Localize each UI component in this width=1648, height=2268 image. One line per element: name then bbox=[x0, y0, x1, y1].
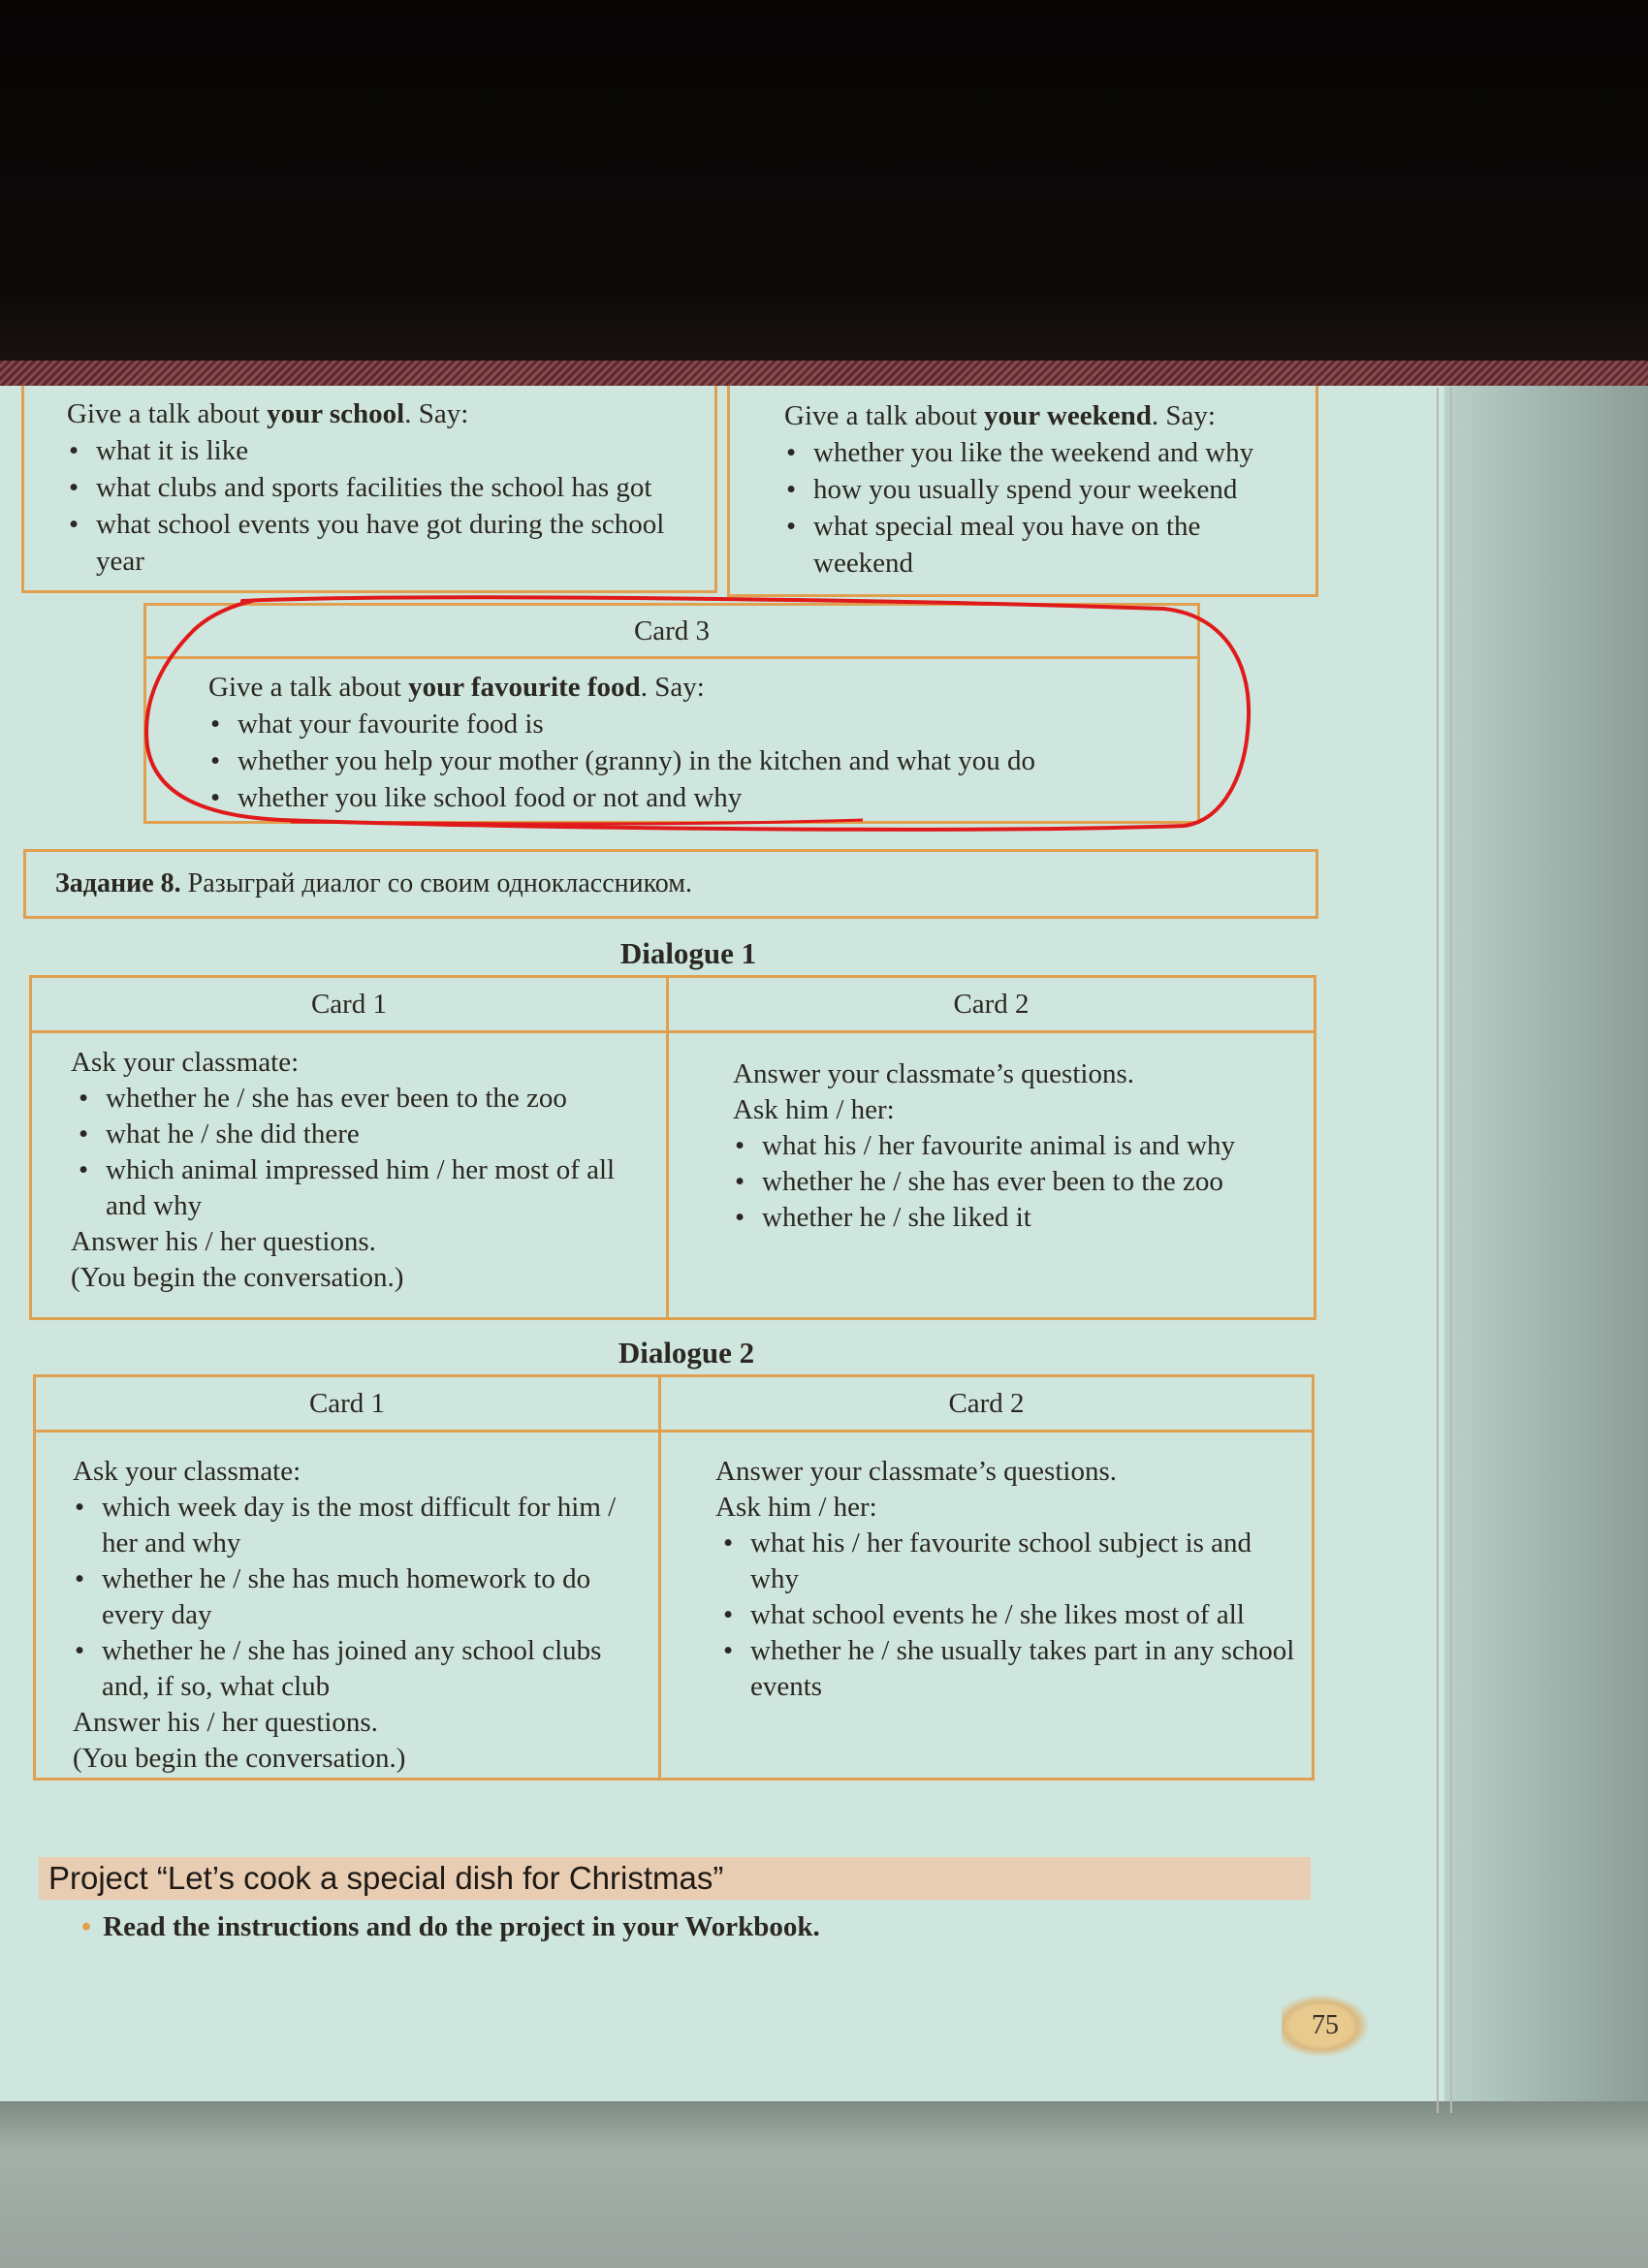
card-intro: Ask him / her: bbox=[715, 1492, 877, 1523]
project-instruction bbox=[81, 1911, 820, 1943]
card-intro: Ask your classmate: bbox=[71, 1047, 300, 1078]
dialogue-1-card-2-title: Card 2 bbox=[668, 977, 1315, 1032]
list-item: • whether you like school food or not and why bbox=[208, 779, 1197, 816]
dialogue-1-card-1-list bbox=[71, 1081, 665, 1224]
project-title-bar: Project “Let’s cook a special dish for Christmas” bbox=[39, 1857, 1311, 1900]
dialogue-2-card-1 bbox=[35, 1432, 660, 1780]
list-item: • what your favourite food is bbox=[208, 706, 1197, 742]
dialogue-2-card-2 bbox=[660, 1432, 1314, 1780]
dialogue-2-card-2-list bbox=[715, 1526, 1311, 1705]
card-outro: Answer his / her questions. bbox=[73, 1707, 378, 1738]
card-3-title: Card 3 bbox=[146, 606, 1197, 659]
card-intro: Answer your classmate’s questions. bbox=[715, 1456, 1117, 1487]
card-outro: Answer his / her questions. bbox=[71, 1226, 376, 1257]
page-edge-line bbox=[1437, 388, 1439, 2113]
dialogue-2-card-1-list bbox=[73, 1490, 657, 1705]
card-intro: Answer your classmate’s questions. bbox=[733, 1058, 1134, 1089]
dialogue-2-table bbox=[33, 1374, 1315, 1780]
dialogue-1-card-2-list bbox=[733, 1128, 1313, 1236]
scan-top-dark-area bbox=[0, 0, 1648, 363]
card-3-intro: Give a talk about your favourite food. Say: bbox=[208, 672, 705, 703]
list-item: • what it is like bbox=[67, 432, 714, 469]
task-8 bbox=[23, 849, 1318, 919]
list-item: • whether he / she has joined any school clubs and, if so, what club bbox=[73, 1633, 625, 1705]
list-item: • whether he / she liked it bbox=[733, 1200, 1313, 1236]
list-item: • what school events you have got during the school year bbox=[67, 506, 678, 580]
dialogue-1-table bbox=[29, 975, 1316, 1320]
card-weekend-list bbox=[784, 434, 1315, 582]
list-item: • whether you help your mother (granny) in the kitchen and what you do bbox=[208, 742, 1197, 779]
list-item: • what his / her favourite school subject is and why bbox=[721, 1526, 1293, 1597]
list-item: • whether he / she usually takes part in any school events bbox=[721, 1633, 1303, 1705]
list-item: • what his / her favourite animal is and why bbox=[733, 1128, 1313, 1164]
list-item: • how you usually spend your weekend bbox=[784, 471, 1315, 508]
card-outro: (You begin the conversation.) bbox=[71, 1262, 404, 1293]
card-outro: (You begin the conversation.) bbox=[73, 1743, 406, 1774]
dialogue-2-title: Dialogue 2 bbox=[618, 1336, 755, 1370]
list-item: • what clubs and sports facilities the school has got bbox=[67, 469, 714, 506]
page-edge-stripe bbox=[0, 361, 1648, 389]
dialogue-2-card-1-title: Card 1 bbox=[35, 1376, 660, 1432]
list-item: • what special meal you have on the weekend bbox=[784, 508, 1279, 582]
task-8-label: Задание 8. bbox=[55, 868, 181, 898]
bullet-icon: • bbox=[81, 1911, 92, 1942]
list-item: • what school events he / she likes most of all bbox=[721, 1597, 1293, 1633]
list-item: • what he / she did there bbox=[77, 1117, 665, 1152]
card-weekend bbox=[727, 386, 1318, 597]
list-item: • which animal impressed him / her most of all and why bbox=[77, 1152, 658, 1224]
card-3 bbox=[143, 603, 1200, 824]
dialogue-1-title: Dialogue 1 bbox=[619, 936, 757, 970]
page-number: 75 bbox=[1282, 1995, 1369, 2057]
page-right-shadow bbox=[1444, 386, 1648, 2268]
list-item: • whether he / she has ever been to the zoo bbox=[733, 1164, 1313, 1200]
card-intro: Ask your classmate: bbox=[73, 1456, 301, 1487]
card-school bbox=[21, 386, 717, 593]
card-school-list bbox=[67, 432, 714, 580]
page-bottom-shadow bbox=[0, 2101, 1648, 2268]
dialogue-2-card-2-title: Card 2 bbox=[660, 1376, 1314, 1432]
card-3-list bbox=[208, 706, 1197, 816]
page-edge-line bbox=[1450, 388, 1452, 2113]
list-item: • which week day is the most difficult for him / her and why bbox=[73, 1490, 645, 1561]
list-item: • whether he / she has ever been to the zoo bbox=[77, 1081, 665, 1117]
dialogue-1-card-2 bbox=[668, 1032, 1315, 1319]
card-weekend-intro: Give a talk about your weekend. Say: bbox=[784, 400, 1216, 431]
list-item: • whether you like the weekend and why bbox=[784, 434, 1315, 471]
task-8-text: Разыграй диалог со своим одноклассником. bbox=[180, 868, 692, 898]
dialogue-1-card-1-title: Card 1 bbox=[31, 977, 668, 1032]
project-instruction-text: Read the instructions and do the project in your Workbook. bbox=[103, 1911, 820, 1942]
dialogue-1-card-1 bbox=[31, 1032, 668, 1319]
card-school-intro: Give a talk about your school. Say: bbox=[67, 398, 469, 429]
card-intro: Ask him / her: bbox=[733, 1094, 895, 1125]
list-item: • whether he / she has much homework to do every day bbox=[73, 1561, 645, 1633]
